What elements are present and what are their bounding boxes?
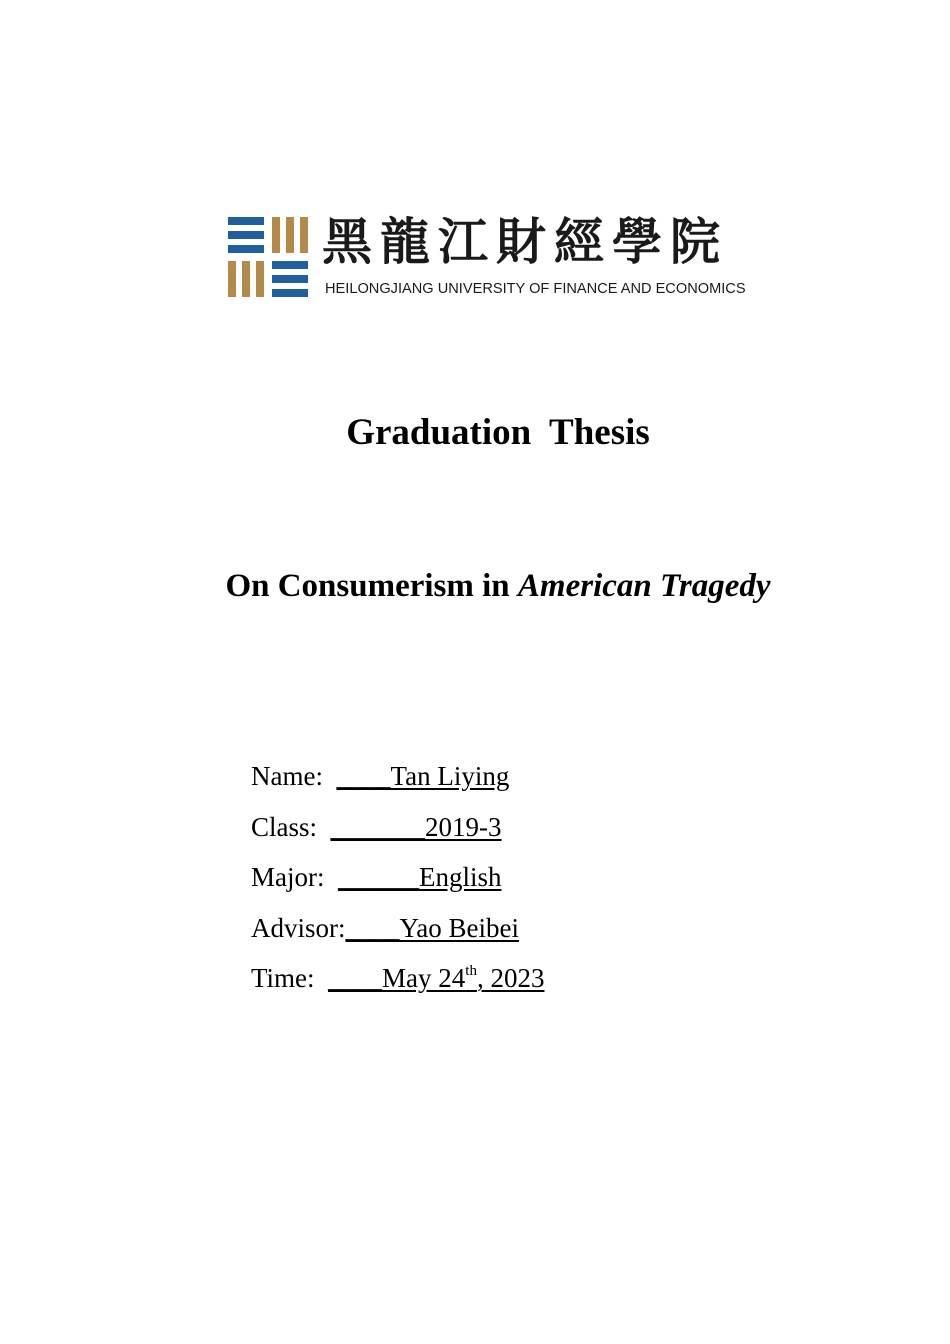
time-label: Time: [251, 963, 329, 994]
class-value: _______2019-3 [330, 811, 502, 842]
university-name-chinese: 黑龍江財經學院 [322, 212, 728, 271]
time-value-end: , 2023 [476, 963, 545, 994]
university-name-english: HEILONGJIANG UNIVERSITY OF FINANCE AND ECONOMICS [325, 281, 746, 297]
class-row [251, 807, 751, 858]
time-value-superscript: th [465, 963, 477, 980]
advisor-value: ____Yao Beibei [345, 912, 520, 943]
student-info [251, 756, 751, 1009]
time-value-main: ____May 24 [328, 963, 466, 994]
university-logo [228, 210, 773, 302]
time-row [251, 958, 751, 1009]
major-row [251, 857, 751, 908]
major-value: ______English [338, 862, 502, 893]
thesis-title [0, 562, 950, 610]
name-label: Name: [251, 761, 337, 791]
major-label: Major: [251, 862, 338, 893]
time-value [328, 963, 544, 993]
thesis-title-italic: American Tragedy [517, 568, 771, 604]
thesis-title-prefix: On Consumerism in [225, 568, 518, 604]
name-row [251, 756, 751, 807]
class-label: Class: [251, 811, 331, 842]
name-value: ____Tan Liying [336, 761, 510, 791]
advisor-row [251, 908, 751, 959]
university-emblem-icon [228, 217, 308, 297]
advisor-label: Advisor: [251, 912, 346, 943]
degree-title: Graduation Thesis [346, 412, 650, 453]
